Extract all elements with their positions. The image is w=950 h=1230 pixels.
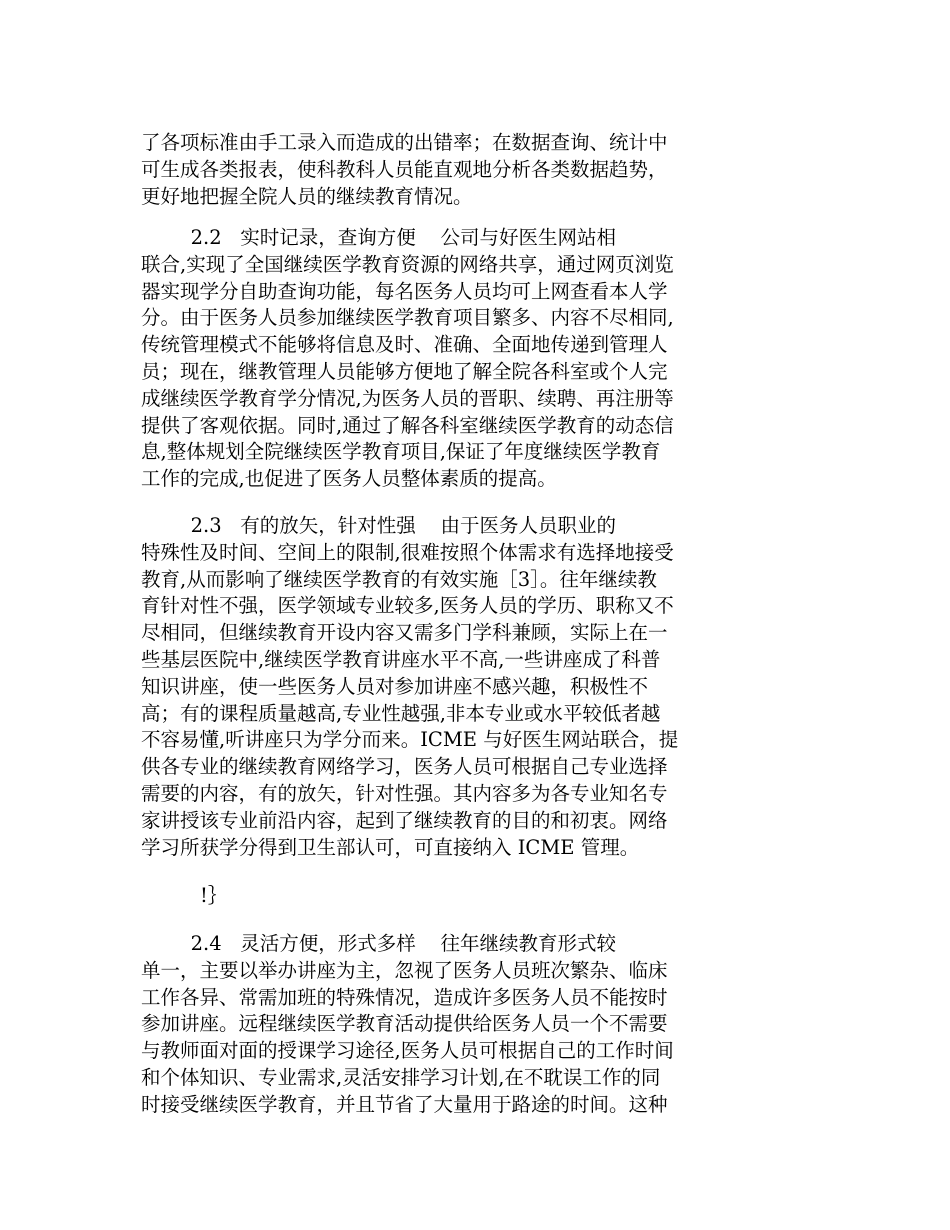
text-line: 工作的完成,也促进了医务人员整体素质的提高。: [141, 467, 557, 491]
paragraph-section-2-3: [141, 513, 678, 861]
paragraph-section-2-4: [141, 931, 674, 1119]
text-line: 参加讲座。远程继续医学教育活动提供给医务人员一个不需要: [141, 1012, 668, 1036]
text-line: 些基层医院中,继续医学教育讲座水平不高,一些讲座成了科普: [141, 647, 661, 671]
text-line: !｝: [200, 884, 228, 907]
stray-mark: [200, 883, 227, 910]
text-line: 员；现在，继教管理人员能够方便地了解全院各科室或个人完: [141, 359, 668, 383]
text-line: 特殊性及时间、空间上的限制,很难按照个体需求有选择地接受: [141, 540, 674, 564]
paragraph-intro: [141, 130, 668, 210]
text-line: 工作各异、常需加班的特殊情况，造成许多医务人员不能按时: [141, 985, 668, 1009]
text-line: 不容易懂,听讲座只为学分而来。ICME 与好医生网站联合，提: [141, 728, 679, 752]
text-line: 学习所获学分得到卫生部认可，可直接纳入 ICME 管理。: [141, 835, 640, 859]
text-line: 家讲授该专业前沿内容，起到了继续教育的目的和初衷。网络: [141, 808, 668, 832]
text-line: 联合,实现了全国继续医学教育资源的网络共享，通过网页浏览: [141, 252, 674, 276]
text-line: 知识讲座，使一些医务人员对参加讲座不感兴趣，积极性不: [141, 674, 649, 698]
text-line: 传统管理模式不能够将信息及时、准确、全面地传递到管理人: [141, 333, 668, 357]
text-line: 教育,从而影响了继续医学教育的有效实施［3］。往年继续教: [141, 567, 657, 591]
text-line: 和个体知识、专业需求,灵活安排学习计划,在不耽误工作的同: [141, 1065, 661, 1089]
text-line: 尽相同，但继续教育开设内容又需多门学科兼顾，实际上在一: [141, 621, 668, 645]
text-line: 更好地把握全院人员的继续教育情况。: [141, 184, 473, 208]
text-line: 与教师面对面的授课学习途径,医务人员可根据自己的工作时间: [141, 1039, 674, 1063]
text-line: 可生成各类报表，使科教科人员能直观地分析各类数据趋势，: [141, 157, 668, 181]
text-line: 分。由于医务人员参加继续医学教育项目繁多、内容不尽相同,: [141, 306, 674, 330]
text-line: 单一，主要以举办讲座为主，忽视了医务人员班次繁杂、临床: [141, 958, 668, 982]
section-heading-line: 2.2 实时记录，查询方便 公司与好医生网站相: [141, 226, 616, 249]
text-line: 成继续医学教育学分情况,为医务人员的晋职、续聘、再注册等: [141, 386, 674, 410]
text-line: 需要的内容，有的放矢，针对性强。其内容多为各专业知名专: [141, 781, 668, 805]
section-heading-line: 2.3 有的放矢，针对性强 由于医务人员职业的: [141, 514, 616, 537]
text-line: 育针对性不强，医学领域专业较多,医务人员的学历、职称又不: [141, 594, 674, 618]
text-line: 了各项标准由手工录入而造成的出错率；在数据查询、统计中: [141, 131, 668, 154]
paragraph-section-2-2: [141, 225, 674, 493]
text-line: 供各专业的继续教育网络学习，医务人员可根据自己专业选择: [141, 755, 668, 779]
text-line: 器实现学分自助查询功能，每名医务人员均可上网查看本人学: [141, 279, 668, 303]
text-line: 提供了客观依据。同时,通过了解各科室继续医学教育的动态信: [141, 413, 674, 437]
section-heading-line: 2.4 灵活方便，形式多样 往年继续教育形式较: [141, 932, 616, 955]
text-line: 时接受继续医学教育，并且节省了大量用于路途的时间。这种: [141, 1092, 668, 1116]
text-line: 息,整体规划全院继续医学教育项目,保证了年度继续医学教育: [141, 440, 661, 464]
text-line: 高；有的课程质量越高,专业性越强,非本专业或水平较低者越: [141, 701, 661, 725]
